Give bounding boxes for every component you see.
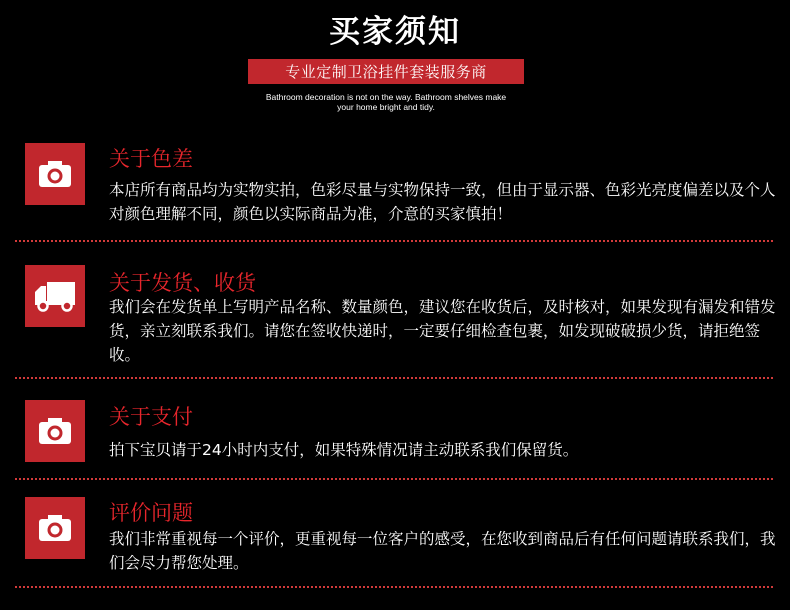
- tagline-line-2: your home bright and tidy.: [337, 102, 435, 112]
- section-divider: [15, 240, 773, 242]
- section-heading: 关于支付: [109, 405, 193, 429]
- subtitle-banner: [248, 59, 524, 84]
- tagline: [240, 92, 532, 112]
- camera-icon: [25, 400, 85, 462]
- subtitle-text: 专业定制卫浴挂件套装服务商: [285, 63, 487, 81]
- camera-icon: [25, 143, 85, 205]
- section-divider: [15, 478, 773, 480]
- section-divider: [15, 377, 773, 379]
- section-heading: 关于发货、收货: [109, 271, 256, 295]
- section-body: 本店所有商品均为实物实拍，色彩尽量与实物保持一致，但由于显示器、色彩光亮度偏差以及个人对颜色理解不同，颜色以实际商品为准，介意的买家慎拍！: [109, 181, 776, 223]
- section-body: 我们会在发货单上写明产品名称、数量颜色，建议您在收货后，及时核对，如果发现有漏发和错发货，亲立刻联系我们。请您在签收快递时，一定要仔细检查包裹，如发现破破损少货，请拒绝签收。: [109, 298, 776, 364]
- truck-icon: [25, 265, 85, 327]
- section-divider: [15, 586, 773, 588]
- section-heading: 关于色差: [109, 147, 193, 171]
- section-body: 拍下宝贝请于24小时内支付，如果特殊情况请主动联系我们保留货。: [109, 441, 579, 459]
- section-body: 我们非常重视每一个评价，更重视每一位客户的感受，在您收到商品后有任何问题请联系我们，我们会尽力帮您处理。: [109, 530, 776, 572]
- tagline-line-1: Bathroom decoration is not on the way. Bathroom shelves make: [265, 92, 507, 102]
- section-heading: 评价问题: [109, 501, 193, 525]
- page-title: 买家须知: [329, 14, 461, 50]
- camera-icon: [25, 497, 85, 559]
